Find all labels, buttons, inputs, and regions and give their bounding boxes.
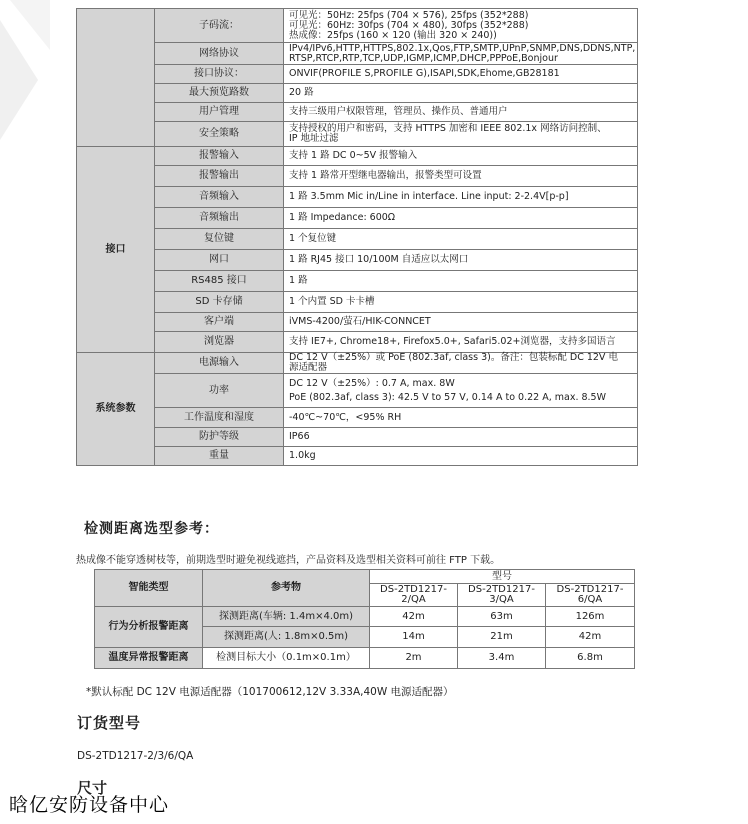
spec-value	[284, 103, 638, 122]
spec-value-line: 支持 1 路 DC 0~5V 报警输入	[289, 150, 418, 161]
spec-row	[77, 374, 638, 408]
spec-value	[284, 187, 638, 208]
spec-value-line: 可见光：60Hz: 30fps (704 × 480), 30fps (352*288)	[289, 19, 529, 31]
size-title: 尺寸	[77, 779, 108, 797]
spec-value-line: DC 12 V（±25%）: 0.7 A, max. 8W	[289, 377, 455, 389]
spec-value-line: 1 个复位键	[289, 233, 337, 244]
category-cell-blank	[77, 9, 155, 147]
order-title: 订货型号	[77, 714, 142, 732]
reference-cell: 探测距离(车辆: 1.4m×4.0m)	[203, 607, 370, 627]
spec-label: 复位键	[155, 229, 284, 250]
spec-value-line: 1 路 3.5mm Mic in/Line in interface. Line input: 2-2.4V[p-p]	[289, 191, 569, 202]
model-name-line: 6/QA	[577, 594, 603, 605]
spec-row	[77, 187, 638, 208]
category-interface: 接口	[77, 147, 155, 353]
spec-value-line: 支持 IE7+, Chrome18+, Firefox5.0+, Safari5.02+浏览器，支持多国语言	[289, 336, 616, 347]
spec-label: 接口协议：	[155, 65, 284, 84]
spec-row	[77, 208, 638, 229]
spec-value	[284, 208, 638, 229]
value-cell: 6.8m	[546, 648, 635, 669]
spec-label: 最大预览路数	[155, 84, 284, 103]
spec-label: 电源输入	[155, 353, 284, 374]
spec-value-line: DC 12 V（±25%）或 PoE (802.3af, class 3)。备注：包装标配 DC 12V 电	[289, 352, 618, 363]
value-cell: 3.4m	[458, 648, 546, 669]
spec-label: RS485 接口	[155, 271, 284, 292]
adapter-footnote: *默认标配 DC 12V 电源适配器（101700612,12V 3.33A,40W 电源适配器）	[86, 686, 454, 698]
order-model: DS-2TD1217-2/3/6/QA	[77, 750, 194, 762]
spec-label: 网络协议	[155, 43, 284, 65]
spec-label: 安全策略	[155, 122, 284, 147]
category-system: 系统参数	[77, 353, 155, 466]
spec-row	[77, 408, 638, 428]
spec-label: 网口	[155, 250, 284, 271]
spec-value	[284, 332, 638, 353]
spec-value	[284, 84, 638, 103]
spec-row	[77, 84, 638, 103]
spec-value	[284, 292, 638, 313]
model-name-line: DS-2TD1217-	[556, 584, 624, 595]
type-temperature: 温度异常报警距离	[95, 648, 203, 669]
spec-label: 子码流：	[155, 9, 284, 43]
spec-value	[284, 147, 638, 166]
spec-value	[284, 447, 638, 466]
spec-label: 音频输入	[155, 187, 284, 208]
spec-value	[284, 122, 638, 147]
reference-cell: 探测距离(人: 1.8m×0.5m)	[203, 627, 370, 648]
spec-row	[77, 103, 638, 122]
spec-value-line: IPv4/IPv6,HTTP,HTTPS,802.1x,Qos,FTP,SMTP,UPnP,SNMP,DNS,DDNS,NTP,	[289, 42, 636, 54]
spec-value	[284, 271, 638, 292]
spec-label: 功率	[155, 374, 284, 408]
spec-value	[284, 9, 638, 43]
spec-row	[77, 447, 638, 466]
spec-value-line: 1.0kg	[289, 450, 316, 461]
spec-label: 音频输出	[155, 208, 284, 229]
spec-row	[77, 65, 638, 84]
model-name-line: 2/QA	[401, 594, 426, 605]
model-name-line: DS-2TD1217-	[468, 584, 535, 595]
model-name	[458, 584, 546, 607]
spec-value-line: RTSP,RTCP,RTP,TCP,UDP,IGMP,ICMP,DHCP,PPPoE,Bonjour	[289, 52, 558, 64]
spec-row	[77, 292, 638, 313]
reference-cell: 检测目标大小（0.1m×0.1m）	[203, 648, 370, 669]
spec-table-body	[77, 9, 638, 466]
spec-value-line: iVMS-4200/萤石/HIK-CONNCET	[289, 316, 431, 327]
spec-table	[76, 8, 638, 466]
detection-note: 热成像不能穿透树枝等，前期选型时避免视线遮挡，产品资料及选型相关资料可前往 FTP 下载。	[76, 555, 501, 566]
spec-row	[77, 428, 638, 447]
model-name	[546, 584, 635, 607]
spec-value	[284, 353, 638, 374]
spec-row	[77, 353, 638, 374]
spec-value	[284, 408, 638, 428]
value-cell: 21m	[458, 627, 546, 648]
spec-value-line: 热成像：25fps (160 × 120 (输出 320 × 240))	[289, 29, 497, 41]
spec-row	[77, 147, 638, 166]
spec-row	[77, 229, 638, 250]
spec-row	[77, 122, 638, 147]
spec-value-line: IP 地址过滤	[289, 133, 339, 144]
spec-row	[77, 332, 638, 353]
spec-label: 防护等级	[155, 428, 284, 447]
header-type: 智能类型	[95, 570, 203, 607]
spec-label: 客户端	[155, 313, 284, 332]
spec-value-line: 1 个内置 SD 卡卡槽	[289, 296, 375, 307]
spec-label: SD 卡存储	[155, 292, 284, 313]
model-name-line: DS-2TD1217-	[380, 584, 447, 595]
spec-row	[77, 271, 638, 292]
spec-value-line: 支持授权的用户和密码，支持 HTTPS 加密和 IEEE 802.1x 网络访问控制、	[289, 123, 607, 134]
spec-label: 用户管理	[155, 103, 284, 122]
spec-value-line: ONVIF(PROFILE S,PROFILE G),ISAPI,SDK,Ehome,GB28181	[289, 68, 560, 79]
spec-value	[284, 229, 638, 250]
spec-value-line: 支持 1 路常开型继电器输出，报警类型可设置	[289, 170, 482, 181]
spec-value-line: 20 路	[289, 87, 314, 98]
header-reference: 参考物	[203, 570, 370, 607]
spec-value-line: IP66	[289, 431, 310, 442]
spec-value-line: -40℃~70℃，<95% RH	[289, 411, 402, 423]
spec-label: 浏览器	[155, 332, 284, 353]
watermark: 晗亿安防设备中心	[9, 794, 170, 816]
spec-row	[77, 166, 638, 187]
spec-row	[77, 250, 638, 271]
spec-value	[284, 65, 638, 84]
value-cell: 42m	[546, 627, 635, 648]
spec-value	[284, 250, 638, 271]
background-decoration	[10, 0, 50, 50]
spec-label: 报警输出	[155, 166, 284, 187]
spec-value-line: 可见光：50Hz: 25fps (704 × 576), 25fps (352*288)	[289, 9, 529, 21]
spec-value	[284, 428, 638, 447]
spec-value	[284, 374, 638, 408]
spec-value-line: 源适配器	[289, 362, 328, 373]
type-behavior: 行为分析报警距离	[95, 607, 203, 648]
spec-row	[77, 43, 638, 65]
model-name-line: 3/QA	[489, 594, 514, 605]
detection-table	[94, 569, 635, 669]
spec-value-line: 支持三级用户权限管理，管理员、操作员、普通用户	[289, 106, 508, 117]
value-cell: 42m	[370, 607, 458, 627]
header-model: 型号	[370, 570, 635, 584]
spec-label: 报警输入	[155, 147, 284, 166]
spec-value-line: 1 路	[289, 275, 308, 286]
spec-row	[77, 313, 638, 332]
spec-label: 工作温度和湿度	[155, 408, 284, 428]
value-cell: 63m	[458, 607, 546, 627]
spec-value	[284, 166, 638, 187]
detection-title: 检测距离选型参考：	[84, 521, 219, 537]
spec-value-line: 1 路 RJ45 接口 10/100M 自适应以太网口	[289, 254, 469, 265]
spec-value	[284, 43, 638, 65]
spec-label: 重量	[155, 447, 284, 466]
spec-row	[77, 9, 638, 43]
value-cell: 14m	[370, 627, 458, 648]
value-cell: 126m	[546, 607, 635, 627]
value-cell: 2m	[370, 648, 458, 669]
spec-value-line: PoE (802.3af, class 3): 42.5 V to 57 V, 0.14 A to 0.22 A, max. 8.5W	[289, 391, 606, 403]
spec-value	[284, 313, 638, 332]
model-name	[370, 584, 458, 607]
spec-value-line: 1 路 Impedance: 600Ω	[289, 212, 396, 223]
